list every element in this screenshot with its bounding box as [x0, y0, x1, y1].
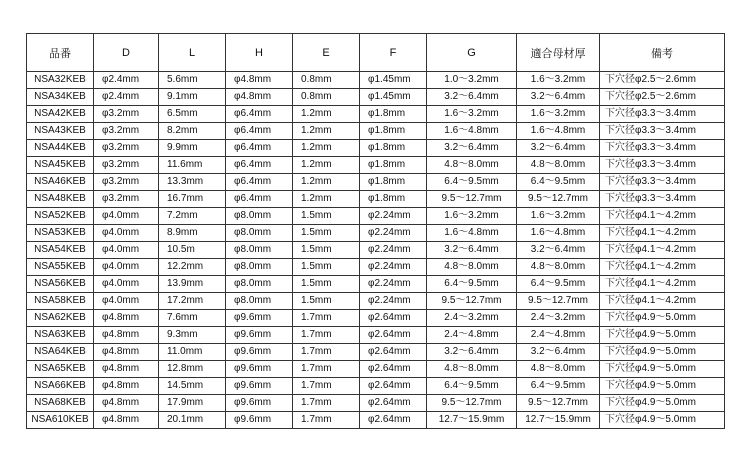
cell-remarks: 下穴径φ3.3～3.4mm: [600, 174, 725, 191]
cell-material-thickness: 9.5～12.7mm: [517, 191, 600, 208]
cell-e: 1.5mm: [293, 276, 360, 293]
cell-h: φ4.8mm: [226, 72, 293, 89]
header-remarks: 備考: [600, 34, 725, 72]
table-row: [27, 259, 725, 276]
table-row: [27, 89, 725, 106]
cell-f: φ2.24mm: [360, 276, 427, 293]
header-g: G: [427, 34, 517, 72]
cell-f: φ2.64mm: [360, 395, 427, 412]
table-row: [27, 412, 725, 429]
cell-d: φ3.2mm: [94, 191, 159, 208]
cell-g: 3.2～6.4mm: [427, 140, 517, 157]
cell-l: 9.9mm: [159, 140, 226, 157]
table-row: [27, 242, 725, 259]
cell-part-number: NSA54KEB: [27, 242, 94, 259]
cell-d: φ3.2mm: [94, 157, 159, 174]
cell-f: φ1.8mm: [360, 174, 427, 191]
cell-f: φ1.8mm: [360, 140, 427, 157]
cell-d: φ4.8mm: [94, 395, 159, 412]
cell-h: φ8.0mm: [226, 208, 293, 225]
cell-h: φ8.0mm: [226, 259, 293, 276]
cell-f: φ1.8mm: [360, 106, 427, 123]
cell-e: 1.5mm: [293, 242, 360, 259]
cell-l: 11.6mm: [159, 157, 226, 174]
cell-e: 1.2mm: [293, 106, 360, 123]
cell-f: φ2.24mm: [360, 225, 427, 242]
cell-remarks: 下穴径φ3.3～3.4mm: [600, 191, 725, 208]
cell-g: 1.6～3.2mm: [427, 106, 517, 123]
cell-g: 1.6～4.8mm: [427, 225, 517, 242]
cell-remarks: 下穴径φ4.9～5.0mm: [600, 344, 725, 361]
cell-remarks: 下穴径φ2.5～2.6mm: [600, 72, 725, 89]
cell-g: 3.2～6.4mm: [427, 344, 517, 361]
cell-g: 6.4～9.5mm: [427, 378, 517, 395]
cell-l: 11.0mm: [159, 344, 226, 361]
cell-l: 7.6mm: [159, 310, 226, 327]
cell-remarks: 下穴径φ4.1～4.2mm: [600, 293, 725, 310]
cell-d: φ4.0mm: [94, 293, 159, 310]
cell-f: φ1.8mm: [360, 191, 427, 208]
cell-material-thickness: 6.4～9.5mm: [517, 378, 600, 395]
cell-material-thickness: 3.2～6.4mm: [517, 242, 600, 259]
cell-remarks: 下穴径φ4.9～5.0mm: [600, 327, 725, 344]
cell-material-thickness: 2.4～4.8mm: [517, 327, 600, 344]
cell-remarks: 下穴径φ4.1～4.2mm: [600, 276, 725, 293]
cell-h: φ4.8mm: [226, 89, 293, 106]
cell-part-number: NSA62KEB: [27, 310, 94, 327]
header-f: F: [360, 34, 427, 72]
cell-e: 1.5mm: [293, 208, 360, 225]
spec-table: [26, 33, 725, 429]
cell-material-thickness: 1.6～3.2mm: [517, 208, 600, 225]
cell-part-number: NSA32KEB: [27, 72, 94, 89]
cell-h: φ6.4mm: [226, 140, 293, 157]
table-row: [27, 361, 725, 378]
cell-g: 4.8～8.0mm: [427, 361, 517, 378]
cell-e: 1.7mm: [293, 412, 360, 429]
table-row: [27, 208, 725, 225]
cell-part-number: NSA66KEB: [27, 378, 94, 395]
cell-f: φ2.24mm: [360, 208, 427, 225]
cell-l: 14.5mm: [159, 378, 226, 395]
cell-g: 1.6～3.2mm: [427, 208, 517, 225]
table-row: [27, 276, 725, 293]
table-row: [27, 157, 725, 174]
cell-e: 1.7mm: [293, 361, 360, 378]
header-material-thickness: 適合母材厚: [517, 34, 600, 72]
cell-material-thickness: 1.6～3.2mm: [517, 72, 600, 89]
cell-d: φ3.2mm: [94, 123, 159, 140]
cell-l: 8.9mm: [159, 225, 226, 242]
cell-l: 13.3mm: [159, 174, 226, 191]
header-part-number: 品番: [27, 34, 94, 72]
cell-part-number: NSA43KEB: [27, 123, 94, 140]
cell-g: 3.2～6.4mm: [427, 89, 517, 106]
cell-e: 0.8mm: [293, 89, 360, 106]
cell-g: 2.4～4.8mm: [427, 327, 517, 344]
cell-h: φ6.4mm: [226, 123, 293, 140]
cell-f: φ1.45mm: [360, 89, 427, 106]
cell-part-number: NSA44KEB: [27, 140, 94, 157]
cell-part-number: NSA68KEB: [27, 395, 94, 412]
cell-part-number: NSA58KEB: [27, 293, 94, 310]
cell-g: 1.6～4.8mm: [427, 123, 517, 140]
table-row: [27, 378, 725, 395]
cell-e: 1.5mm: [293, 225, 360, 242]
cell-material-thickness: 2.4～3.2mm: [517, 310, 600, 327]
cell-material-thickness: 1.6～3.2mm: [517, 106, 600, 123]
table-row: [27, 310, 725, 327]
cell-material-thickness: 4.8～8.0mm: [517, 259, 600, 276]
cell-part-number: NSA64KEB: [27, 344, 94, 361]
table-header-row: [27, 34, 725, 72]
cell-part-number: NSA46KEB: [27, 174, 94, 191]
cell-g: 12.7～15.9mm: [427, 412, 517, 429]
cell-h: φ9.6mm: [226, 412, 293, 429]
cell-g: 3.2～6.4mm: [427, 242, 517, 259]
cell-material-thickness: 4.8～8.0mm: [517, 361, 600, 378]
cell-l: 5.6mm: [159, 72, 226, 89]
cell-material-thickness: 3.2～6.4mm: [517, 344, 600, 361]
cell-l: 9.1mm: [159, 89, 226, 106]
cell-l: 6.5mm: [159, 106, 226, 123]
table-row: [27, 344, 725, 361]
cell-d: φ4.8mm: [94, 344, 159, 361]
cell-h: φ6.4mm: [226, 174, 293, 191]
cell-l: 12.8mm: [159, 361, 226, 378]
table-row: [27, 191, 725, 208]
cell-f: φ1.8mm: [360, 157, 427, 174]
cell-e: 1.7mm: [293, 395, 360, 412]
cell-material-thickness: 3.2～6.4mm: [517, 140, 600, 157]
cell-g: 2.4～3.2mm: [427, 310, 517, 327]
cell-e: 1.2mm: [293, 140, 360, 157]
cell-remarks: 下穴径φ4.9～5.0mm: [600, 395, 725, 412]
cell-f: φ1.45mm: [360, 72, 427, 89]
cell-l: 10.5m: [159, 242, 226, 259]
cell-e: 1.5mm: [293, 259, 360, 276]
cell-remarks: 下穴径φ4.9～5.0mm: [600, 412, 725, 429]
cell-d: φ4.0mm: [94, 276, 159, 293]
cell-d: φ4.0mm: [94, 225, 159, 242]
cell-material-thickness: 6.4～9.5mm: [517, 174, 600, 191]
cell-h: φ9.6mm: [226, 361, 293, 378]
cell-f: φ2.24mm: [360, 293, 427, 310]
cell-e: 1.2mm: [293, 191, 360, 208]
table-row: [27, 174, 725, 191]
cell-material-thickness: 1.6～4.8mm: [517, 225, 600, 242]
cell-part-number: NSA65KEB: [27, 361, 94, 378]
cell-part-number: NSA610KEB: [27, 412, 94, 429]
cell-e: 0.8mm: [293, 72, 360, 89]
table-row: [27, 293, 725, 310]
cell-remarks: 下穴径φ4.9～5.0mm: [600, 361, 725, 378]
cell-e: 1.7mm: [293, 344, 360, 361]
cell-remarks: 下穴径φ3.3～3.4mm: [600, 123, 725, 140]
cell-d: φ2.4mm: [94, 72, 159, 89]
cell-f: φ2.64mm: [360, 412, 427, 429]
cell-remarks: 下穴径φ4.1～4.2mm: [600, 259, 725, 276]
cell-h: φ8.0mm: [226, 276, 293, 293]
cell-h: φ6.4mm: [226, 157, 293, 174]
cell-d: φ3.2mm: [94, 174, 159, 191]
cell-part-number: NSA53KEB: [27, 225, 94, 242]
cell-part-number: NSA56KEB: [27, 276, 94, 293]
cell-g: 1.0～3.2mm: [427, 72, 517, 89]
cell-l: 20.1mm: [159, 412, 226, 429]
cell-g: 4.8～8.0mm: [427, 259, 517, 276]
cell-remarks: 下穴径φ4.9～5.0mm: [600, 378, 725, 395]
table-row: [27, 106, 725, 123]
cell-d: φ4.8mm: [94, 327, 159, 344]
cell-l: 13.9mm: [159, 276, 226, 293]
cell-part-number: NSA34KEB: [27, 89, 94, 106]
cell-d: φ4.8mm: [94, 412, 159, 429]
header-d: D: [94, 34, 159, 72]
cell-l: 12.2mm: [159, 259, 226, 276]
cell-material-thickness: 4.8～8.0mm: [517, 157, 600, 174]
header-e: E: [293, 34, 360, 72]
cell-h: φ9.6mm: [226, 378, 293, 395]
table-row: [27, 72, 725, 89]
cell-f: φ2.64mm: [360, 310, 427, 327]
cell-e: 1.5mm: [293, 293, 360, 310]
cell-l: 17.9mm: [159, 395, 226, 412]
cell-l: 9.3mm: [159, 327, 226, 344]
cell-e: 1.7mm: [293, 310, 360, 327]
cell-d: φ2.4mm: [94, 89, 159, 106]
cell-part-number: NSA63KEB: [27, 327, 94, 344]
cell-h: φ9.6mm: [226, 327, 293, 344]
cell-e: 1.2mm: [293, 123, 360, 140]
cell-material-thickness: 6.4～9.5mm: [517, 276, 600, 293]
cell-g: 9.5～12.7mm: [427, 293, 517, 310]
table-body: [27, 72, 725, 429]
cell-remarks: 下穴径φ4.1～4.2mm: [600, 242, 725, 259]
cell-d: φ4.0mm: [94, 242, 159, 259]
cell-g: 6.4～9.5mm: [427, 174, 517, 191]
cell-remarks: 下穴径φ4.9～5.0mm: [600, 310, 725, 327]
cell-h: φ8.0mm: [226, 225, 293, 242]
cell-h: φ8.0mm: [226, 293, 293, 310]
cell-part-number: NSA55KEB: [27, 259, 94, 276]
cell-part-number: NSA42KEB: [27, 106, 94, 123]
cell-material-thickness: 1.6～4.8mm: [517, 123, 600, 140]
cell-f: φ2.64mm: [360, 344, 427, 361]
cell-e: 1.2mm: [293, 157, 360, 174]
cell-remarks: 下穴径φ2.5～2.6mm: [600, 89, 725, 106]
cell-remarks: 下穴径φ4.1～4.2mm: [600, 225, 725, 242]
cell-material-thickness: 3.2～6.4mm: [517, 89, 600, 106]
cell-d: φ4.8mm: [94, 361, 159, 378]
cell-f: φ2.24mm: [360, 259, 427, 276]
header-l: L: [159, 34, 226, 72]
cell-remarks: 下穴径φ4.1～4.2mm: [600, 208, 725, 225]
header-h: H: [226, 34, 293, 72]
cell-material-thickness: 9.5～12.7mm: [517, 293, 600, 310]
cell-d: φ3.2mm: [94, 140, 159, 157]
cell-remarks: 下穴径φ3.3～3.4mm: [600, 106, 725, 123]
cell-g: 9.5～12.7mm: [427, 191, 517, 208]
cell-e: 1.7mm: [293, 327, 360, 344]
cell-h: φ8.0mm: [226, 242, 293, 259]
cell-f: φ2.24mm: [360, 242, 427, 259]
cell-d: φ4.0mm: [94, 259, 159, 276]
cell-h: φ6.4mm: [226, 191, 293, 208]
cell-d: φ4.8mm: [94, 378, 159, 395]
cell-l: 16.7mm: [159, 191, 226, 208]
cell-part-number: NSA52KEB: [27, 208, 94, 225]
cell-material-thickness: 12.7～15.9mm: [517, 412, 600, 429]
table-row: [27, 327, 725, 344]
cell-g: 6.4～9.5mm: [427, 276, 517, 293]
cell-l: 7.2mm: [159, 208, 226, 225]
cell-g: 4.8～8.0mm: [427, 157, 517, 174]
table-row: [27, 140, 725, 157]
cell-remarks: 下穴径φ3.3～3.4mm: [600, 140, 725, 157]
cell-h: φ9.6mm: [226, 310, 293, 327]
cell-d: φ3.2mm: [94, 106, 159, 123]
cell-h: φ9.6mm: [226, 395, 293, 412]
cell-f: φ1.8mm: [360, 123, 427, 140]
cell-h: φ6.4mm: [226, 106, 293, 123]
table-row: [27, 123, 725, 140]
cell-e: 1.2mm: [293, 174, 360, 191]
cell-part-number: NSA48KEB: [27, 191, 94, 208]
cell-d: φ4.8mm: [94, 310, 159, 327]
cell-h: φ9.6mm: [226, 344, 293, 361]
cell-f: φ2.64mm: [360, 378, 427, 395]
table-row: [27, 395, 725, 412]
cell-e: 1.7mm: [293, 378, 360, 395]
cell-g: 9.5～12.7mm: [427, 395, 517, 412]
cell-remarks: 下穴径φ3.3～3.4mm: [600, 157, 725, 174]
cell-l: 17.2mm: [159, 293, 226, 310]
cell-f: φ2.64mm: [360, 327, 427, 344]
cell-d: φ4.0mm: [94, 208, 159, 225]
cell-material-thickness: 9.5～12.7mm: [517, 395, 600, 412]
cell-part-number: NSA45KEB: [27, 157, 94, 174]
table-row: [27, 225, 725, 242]
cell-l: 8.2mm: [159, 123, 226, 140]
cell-f: φ2.64mm: [360, 361, 427, 378]
